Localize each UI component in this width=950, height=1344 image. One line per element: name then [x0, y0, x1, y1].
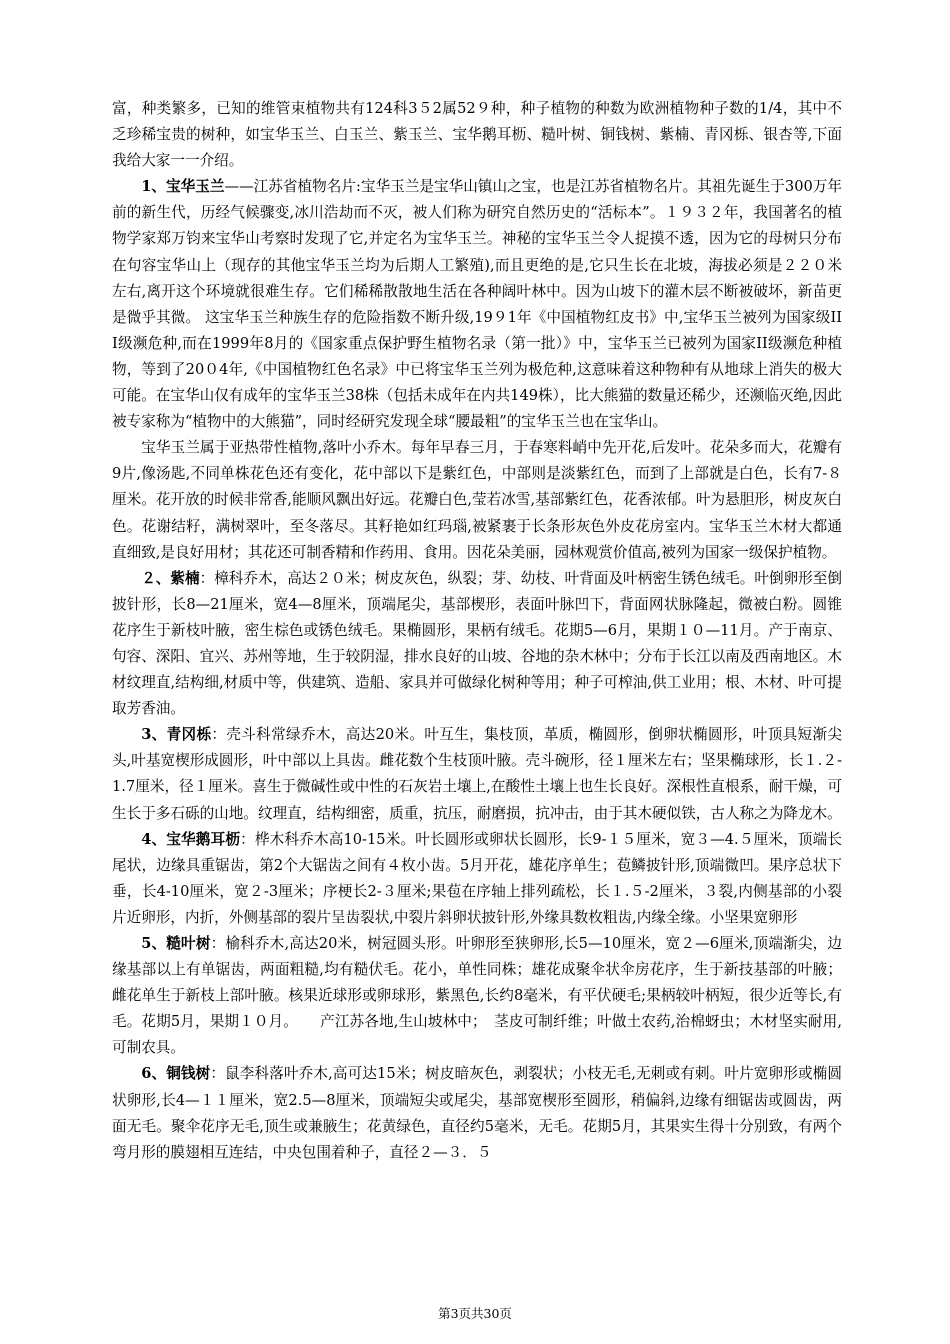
section-heading: 5、糙叶树 — [141, 935, 211, 952]
body-text — [112, 96, 842, 1166]
section-heading: 4、宝华鹅耳枥 — [141, 830, 241, 848]
section-paliurus-hemsleyanus — [112, 1061, 842, 1165]
section-heading: ２、紫楠 — [141, 569, 200, 587]
section-heading: 6、铜钱树 — [141, 1065, 211, 1083]
paragraph-text: ——江苏省植物名片:宝华玉兰是宝华山镇山之宝，也是江苏省植物名片。其祖先诞生于300万年前的新生代，历经气候骤变,冰川浩劫而不灭，被人们称为研究自然历史的“活标本”。１９３２年，我国著名的植物学家郑万钧来宝华山考察时发现了它,并定名为宝华玉兰。神秘的宝华玉兰令人捉摸不透，因为它的母树只分布在句容宝华山上（现存的其他宝华玉兰均为后期人工繁殖),而且更绝的是,它只生长在北坡，海拔必须是２２０米左右,离开这个环境就很难生存。它们稀稀散散地生活在各种阔叶林中。因为山坡下的灌木层不断被破坏，新苗更是微乎其微。 这宝华玉兰种族生存的危险指数不断升级,19９1年《中国植物红皮书》中,宝华玉兰被列为国家级IIⅠ级濒危种,而在1999年8月的《国家重点保护野生植物名录（第一批）》中，宝华玉兰已被列为国家II级濒危种植物，等到了20０4年,《中国植物红色名录》中已将宝华玉兰列为极危种,这意味着这种物种有从地球上消失的极大可能。在宝华山仅有成年的宝华玉兰38株（包括未成年在内共149株），比大熊猫的数量还稀少，还濒临灭绝,因此被专家称为“植物中的大熊猫”，同时经研究发现全球“腰最粗”的宝华玉兰也在宝华山。 — [112, 178, 842, 431]
section-heading: 1、宝华玉兰 — [141, 178, 225, 196]
paragraph-text: ：桦木科乔木高10-15米。叶长圆形或卵状长圆形，长9-１５厘米，宽３—4.５厘米，顶端长尾状，边缘具重锯齿，第2个大锯齿之间有４枚小齿。5月开花，雄花序单生；苞鳞披针形,顶端微凹。果序总状下垂，长4-10厘米，宽２-3厘米；序梗长2-３厘米;果苞在序轴上排列疏松，长１.５-2厘米，３裂,内侧基部的小裂片近卵形，内折，外侧基部的裂片呈齿裂状,中裂片斜卵状披针形,外缘具数枚粗齿,内缘全缘。小坚果宽卵形 — [112, 830, 843, 926]
paragraph-text: ：壳斗科常绿乔木，高达20米。叶互生，集枝顶，革质，椭圆形，倒卵状椭圆形，叶顶具短渐尖头,叶基宽楔形成圆形，叶中部以上具齿。雌花数个生枝顶叶腋。壳斗碗形，径１厘米左右；坚果椭球形，长１.２-1.7厘米，径１厘米。喜生于微碱性或中性的石灰岩土壤上,在酸性土壤上也生长良好。深根性直根系，耐干燥，可生长于多石砾的山地。纹理直，结构细密，质重，抗压，耐磨损，抗冲击，由于其木硬似铁，古人称之为降龙木。 — [112, 726, 842, 822]
intro-paragraph — [112, 96, 842, 174]
paragraph-text: ：鼠李科落叶乔木,高可达15米；树皮暗灰色，剥裂状；小枝无毛,无刺或有刺。叶片宽卵形或椭圆状卵形,长4—１１厘米，宽2.5—8厘米，顶端短尖或尾尖，基部宽楔形至圆形，稍偏斜,边缘有细锯齿或圆齿，两面无毛。聚伞花序无毛,顶生或兼腋生；花黄绿色，直径约5毫米，无毛。花期5月，其果实生得十分别致，有两个弯月形的膜翅相互连结，中央包围着种子，直径２—３．５ — [112, 1065, 842, 1161]
section-heading: 3、青冈栎 — [141, 726, 212, 744]
paragraph-text: 宝华玉兰属于亚热带性植物,落叶小乔木。每年早春三月，于春寒料峭中先开花,后发叶。花朵多而大，花瓣有9片,像汤匙,不同单株花色还有变化，花中部以下是紫红色，中部则是淡紫红色，而到了上部就是白色，长有7-８厘米。花开放的时候非常香,能顺风飘出好远。花瓣白色,莹若冰雪,基部紫红色，花香浓郁。叶为悬胆形，树皮灰白色。花谢结籽，满树翠叶，至冬落尽。其籽艳如红玛瑙,被紧裹于长条形灰色外皮花房室内。宝华玉兰木材大都通直细致,是良好用材；其花还可制香精和作药用、食用。因花朵美丽，园林观赏价值高,被列为国家一级保护植物。 — [112, 439, 842, 561]
section-baohua-magnolia-description — [112, 435, 842, 565]
section-cyclobalanopsis-glauca — [112, 722, 842, 826]
paragraph-text: 富，种类繁多，已知的维管束植物共有124科3５2属52９种，种子植物的种数为欧洲植物种子数的1/4，其中不乏珍稀宝贵的树种，如宝华玉兰、白玉兰、紫玉兰、宝华鹅耳枥、糙叶树、铜钱树、紫楠、青冈栎、银杏等,下面我给大家一一介绍。 — [112, 100, 842, 170]
paragraph-text: ：榆科乔木,高达20米，树冠圆头形。叶卵形至狭卵形,长5—10厘米，宽２—6厘米,顶端渐尖，边缘基部以上有单锯齿，两面粗糙,均有糙伏毛。花小，单性同株；雄花成聚伞状伞房花序，生于新技基部的叶腋；雌花单生于新枝上部叶腋。核果近球形或卵球形，紫黑色,长约8毫米，有平伏硬毛;果柄较叶柄短，很少近等长,有毛。花期5月，果期１０月。 产江苏各地,生山坡林中； 茎皮可制纤维；叶做土农药,治棉蚜虫；木材坚实耐用,可制农具。 — [112, 935, 843, 1057]
section-baohua-magnolia — [112, 174, 842, 435]
section-carpinus-oblongifolia — [112, 827, 842, 931]
section-aphananthe-aspera — [112, 931, 842, 1061]
page-number-footer: 第3页共30页 — [438, 1306, 512, 1321]
section-phoebe-sheareri — [112, 566, 842, 723]
paragraph-text: ：樟科乔木，高达２０米；树皮灰色，纵裂；芽、幼枝、叶背面及叶柄密生锈色绒毛。叶倒卵形至倒披针形，长8—21厘米，宽4—8厘米，顶端尾尖，基部楔形，表面叶脉凹下，背面网状脉隆起，微被白粉。圆锥花序生于新枝叶腋，密生棕色或锈色绒毛。果椭圆形，果柄有绒毛。花期5—6月，果期１０—11月。产于南京、句容、深阳、宜兴、苏州等地，生于较阴湿，排水良好的山坡、谷地的杂木林中；分布于长江以南及西南地区。木材纹理直,结构细,材质中等，供建筑、造船、家具并可做绿化树种等用；种子可榨油,供工业用；根、木材、叶可提取芳香油。 — [112, 569, 842, 718]
